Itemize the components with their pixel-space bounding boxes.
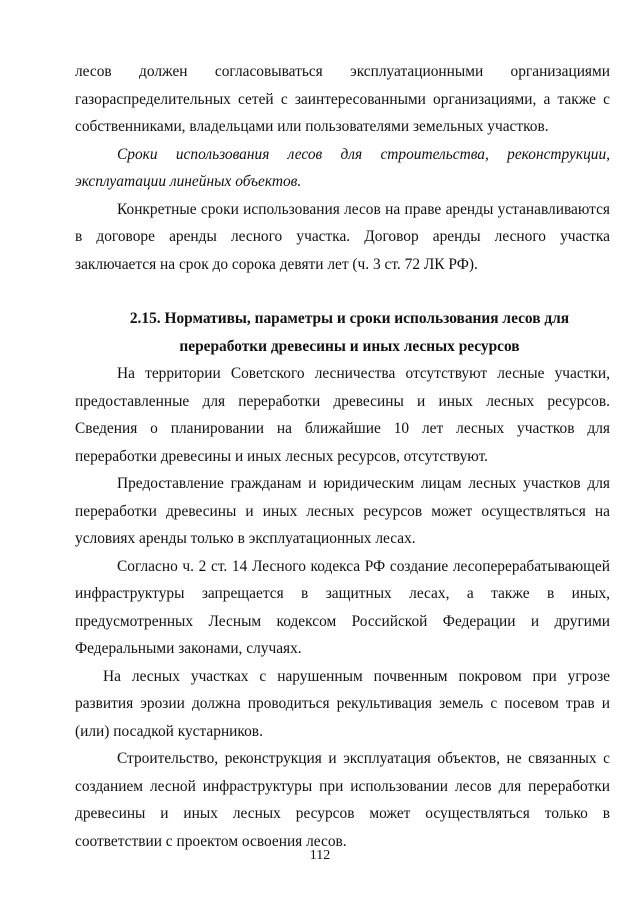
paragraph-provision: Предоставление гражданам и юридическим лицам лесных участков для переработки древесины и иных лесных ресурсов может осуществляться на условиях аренды только в эксплуатационных лесах.: [75, 475, 610, 547]
section-heading-line-1: 2.15. Нормативы, параметры и сроки использования лесов для: [129, 310, 570, 327]
paragraph-sovetskoe: На территории Советского лесничества отсутствуют лесные участки, предоставленные для переработки древесины и иных лесных ресурсов. Сведения о планировании на ближайшие 10 лет лесных участков для переработки древесины и иных лесных ресурсов, отсутствуют.: [75, 365, 610, 465]
section-heading-line-2: переработки древесины и иных лесных ресурсов: [179, 337, 520, 355]
section-heading: [75, 305, 610, 360]
paragraph-lease-terms: Конкретные сроки использования лесов на праве аренды устанавливаются в договоре аренды лесного участка. Договор аренды лесного участка заключается на срок до сорока девяти лет (ч. 3 ст. 72 ЛК РФ).: [75, 200, 610, 273]
page-number: 112: [309, 848, 331, 863]
paragraph-continuation: лесов должен согласовываться эксплуатационными организациями газораспределительных сетей с заинтересованными организациями, а также с собственниками, владельцами или пользователями земельных участков.: [75, 63, 610, 135]
paragraph-construction: Строительство, реконструкция и эксплуатация объектов, не связанных с созданием лесной инфраструктуры при использовании лесов для переработки древесины и иных лесных ресурсов может осуществляться только в соответствии с проектом освоения лесов.: [75, 750, 610, 850]
body-text: [75, 58, 610, 855]
paragraph-forest-code: Согласно ч. 2 ст. 14 Лесного кодекса РФ создание лесоперерабатывающей инфраструктуры запрещается в защитных лесах, а также в иных, предусмотренных Лесным кодексом Российской Федерации и другими Федеральными законами, случаях.: [75, 557, 610, 657]
paragraph-terms-italic: Сроки использования лесов для строительства, реконструкции, эксплуатации линейных объектов.: [75, 145, 610, 190]
paragraph-recultivation: На лесных участках с нарушенным почвенным покровом при угрозе развития эрозии должна проводиться рекультивация земель с посевом трав и (или) посадкой кустарников.: [75, 667, 610, 740]
